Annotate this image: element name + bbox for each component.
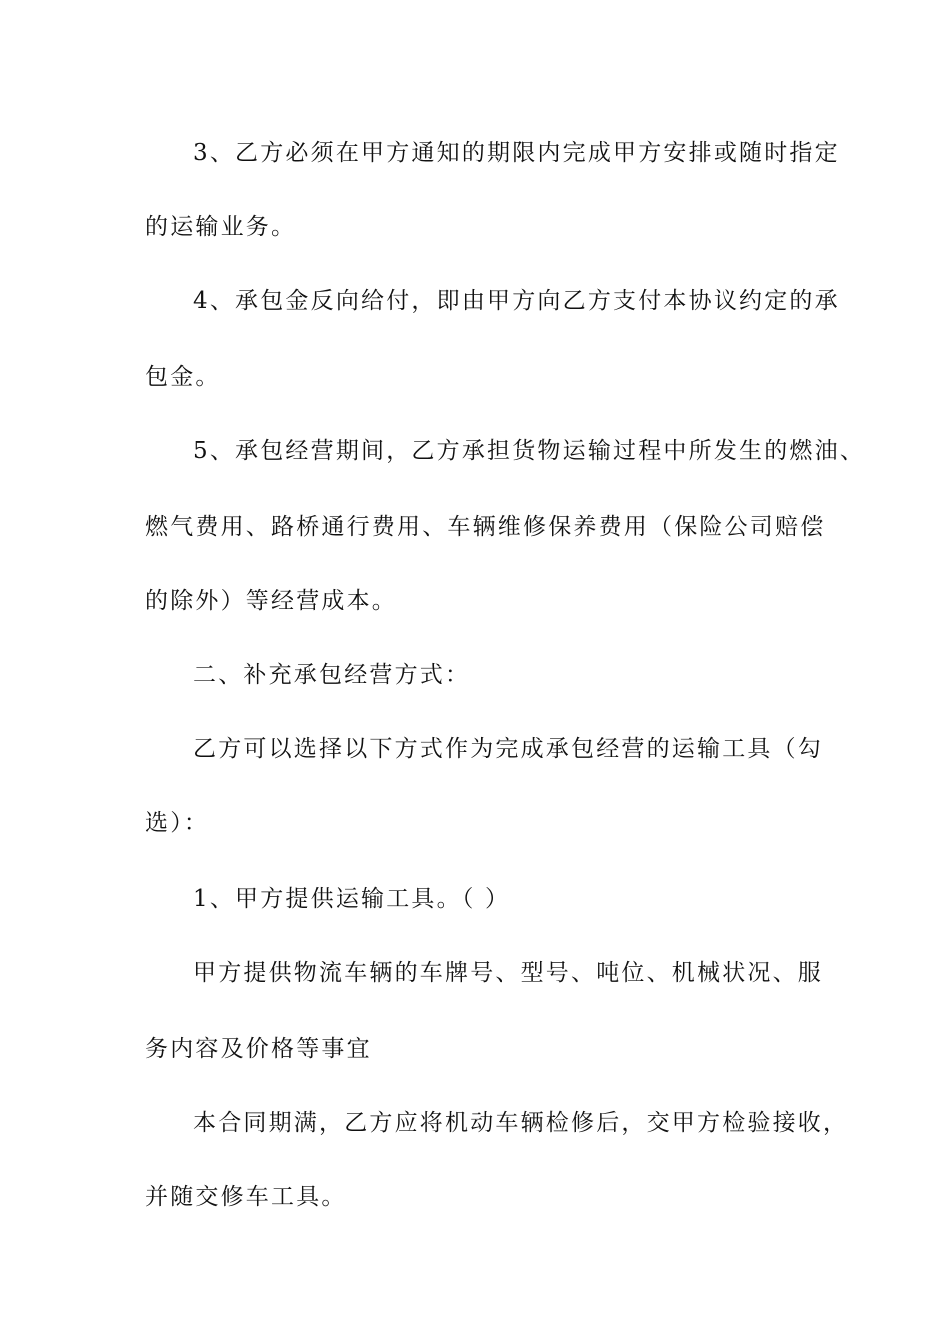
text-line: 燃气费用、路桥通行费用、车辆维修保养费用（保险公司赔偿 [145,514,826,540]
text-line: 务内容及价格等事宜 [145,1036,372,1062]
text-line: 并随交修车工具。 [145,1184,347,1210]
text-line: 1、甲方提供运输工具。（ ） [193,886,511,912]
text-line: 本合同期满，乙方应将机动车辆检修后，交甲方检验接收， [193,1110,849,1136]
text-line: 乙方可以选择以下方式作为完成承包经营的运输工具（勾 [193,736,823,762]
text-line: 的运输业务。 [145,214,297,240]
text-line: 4、承包金反向给付，即由甲方向乙方支付本协议约定的承 [193,288,840,314]
text-line: 3、乙方必须在甲方通知的期限内完成甲方安排或随时指定 [193,140,840,166]
text-line: 甲方提供物流车辆的车牌号、型号、吨位、机械状况、服 [193,960,823,986]
text-line: 的除外）等经营成本。 [145,588,397,614]
text-line: 选）： [145,810,210,836]
text-line: 5、承包经营期间，乙方承担货物运输过程中所发生的燃油、 [193,438,866,464]
section-heading: 二、补充承包经营方式： [193,662,471,688]
text-line: 包金。 [145,364,221,390]
